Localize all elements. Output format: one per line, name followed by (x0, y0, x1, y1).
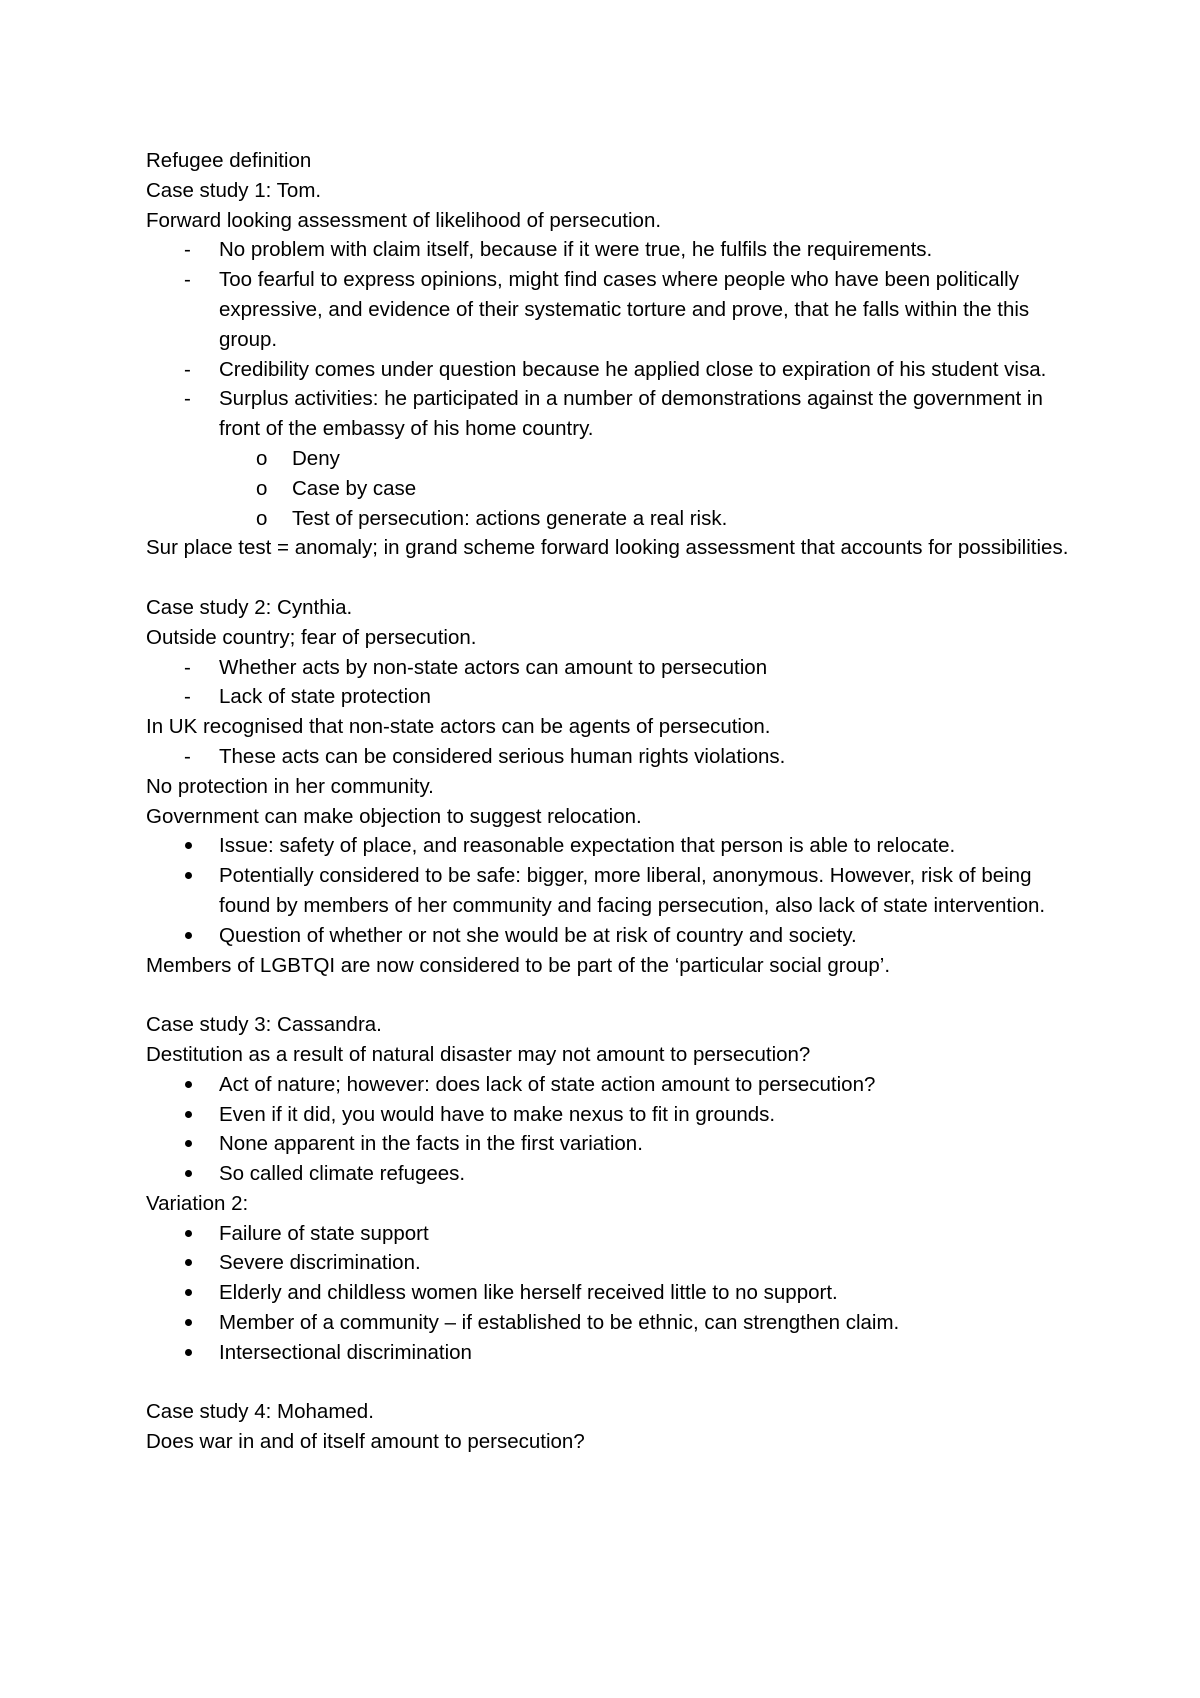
circle-marker: o (256, 446, 268, 470)
bullet-icon (185, 932, 192, 939)
case3-variation: Variation 2: (146, 1191, 249, 1215)
case3-variation-points (146, 1219, 1086, 1368)
list-item: - Credibility comes under question because he applied close to expiration of his student visa. (146, 355, 1086, 385)
list-item: Question of whether or not she would be at risk of country and society. (146, 921, 1086, 951)
list-item: Act of nature; however: does lack of state action amount to persecution? (146, 1070, 1086, 1100)
case2-relocation: Government can make objection to suggest relocation. (146, 804, 642, 828)
list-item: So called climate refugees. (146, 1159, 1086, 1189)
list-item: Intersectional discrimination (146, 1338, 1086, 1368)
spacer (146, 563, 1086, 593)
list-item: None apparent in the facts in the first variation. (146, 1129, 1086, 1159)
list-item: o Case by case (146, 474, 1086, 504)
spacer (146, 980, 1086, 1010)
bullet-icon (185, 1140, 192, 1147)
bullet-icon (185, 1319, 192, 1326)
list-item: - These acts can be considered serious human rights violations. (146, 742, 1086, 772)
bullet-icon (185, 1230, 192, 1237)
list-item: Severe discrimination. (146, 1248, 1086, 1278)
case1-heading: Case study 1: Tom. (146, 178, 322, 202)
bullet-icon (185, 1289, 192, 1296)
list-item: - Whether acts by non-state actors can amount to persecution (146, 653, 1086, 683)
case1-intro: Forward looking assessment of likelihood of persecution. (146, 208, 662, 232)
list-item: Elderly and childless women like herself received little to no support. (146, 1278, 1086, 1308)
list-item: Potentially considered to be safe: bigger, more liberal, anonymous. However, risk of being found by members of her community and facing persecution, also lack of state intervention. (146, 861, 1086, 921)
case3-heading: Case study 3: Cassandra. (146, 1013, 382, 1037)
list-item: Member of a community – if established to be ethnic, can strengthen claim. (146, 1308, 1086, 1338)
dash-marker: - (184, 357, 191, 381)
bullet-icon (185, 1111, 192, 1118)
case2-lgbtqi: Members of LGBTQI are now considered to be part of the ‘particular social group’. (146, 953, 891, 977)
bullet-icon (185, 872, 192, 879)
case3-intro: Destitution as a result of natural disaster may not amount to persecution? (146, 1042, 811, 1066)
case2-intro: Outside country; fear of persecution. (146, 625, 477, 649)
bullet-icon (185, 1081, 192, 1088)
case2-relocation-points (146, 831, 1086, 950)
case3-points (146, 1070, 1086, 1189)
bullet-icon (185, 1170, 192, 1177)
dash-marker: - (184, 238, 191, 262)
dash-marker: - (184, 744, 191, 768)
case2-points (146, 653, 1086, 713)
bullet-icon (185, 1259, 192, 1266)
document-page (146, 146, 1086, 1457)
list-item: o Deny (146, 444, 1086, 474)
list-item: Failure of state support (146, 1219, 1086, 1249)
list-item: o Test of persecution: actions generate a real risk. (146, 504, 1086, 534)
circle-marker: o (256, 476, 268, 500)
circle-marker: o (256, 506, 268, 530)
case1-points (146, 235, 1086, 444)
case2-no-protection: No protection in her community. (146, 774, 434, 798)
bullet-icon (185, 842, 192, 849)
document-title: Refugee definition (146, 149, 312, 172)
list-item: - Surplus activities: he participated in a number of demonstrations against the government in front of the embassy of his home country. (146, 384, 1086, 444)
spacer (146, 1368, 1086, 1398)
list-item: - No problem with claim itself, because if it were true, he fulfils the requirements. (146, 235, 1086, 265)
list-item: - Lack of state protection (146, 682, 1086, 712)
dash-marker: - (184, 685, 191, 709)
case2-heading: Case study 2: Cynthia. (146, 595, 353, 619)
list-item: Issue: safety of place, and reasonable expectation that person is able to relocate. (146, 831, 1086, 861)
dash-marker: - (184, 387, 191, 411)
dash-marker: - (184, 655, 191, 679)
case4-question: Does war in and of itself amount to persecution? (146, 1430, 585, 1454)
case4-heading: Case study 4: Mohamed. (146, 1400, 374, 1424)
list-item: - Too fearful to express opinions, might find cases where people who have been politically expressive, and evidence of their systematic torture and prove, that he falls within the this group. (146, 265, 1086, 354)
case2-uk-points (146, 742, 1086, 772)
case1-conclusion: Sur place test = anomaly; in grand scheme forward looking assessment that accounts for possibilities. (146, 536, 1069, 560)
case1-subpoints (146, 444, 1086, 533)
bullet-icon (185, 1349, 192, 1356)
list-item: Even if it did, you would have to make nexus to fit in grounds. (146, 1100, 1086, 1130)
case2-uk: In UK recognised that non-state actors can be agents of persecution. (146, 715, 771, 739)
dash-marker: - (184, 268, 191, 292)
